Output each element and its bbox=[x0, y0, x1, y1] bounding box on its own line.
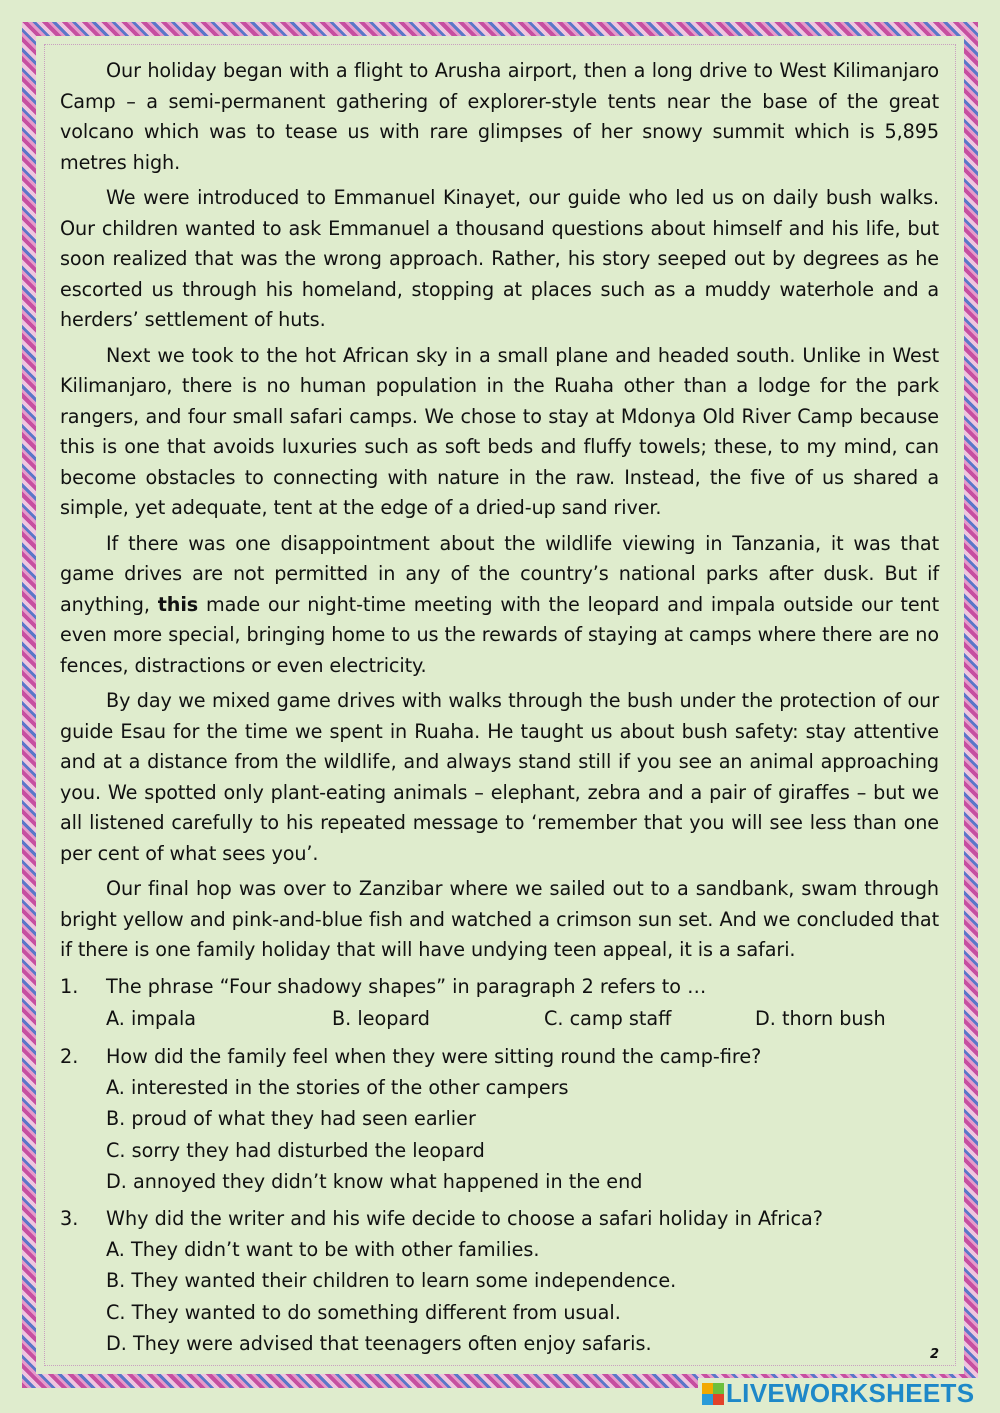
question-number: 1. bbox=[60, 974, 79, 998]
logo-text: LIVEWORKSHEETS bbox=[726, 1378, 975, 1408]
option-b[interactable]: B. leopard bbox=[332, 1006, 430, 1030]
option-d[interactable]: D. annoyed they didn’t know what happened in the end bbox=[106, 1170, 643, 1193]
question-3 bbox=[60, 1204, 939, 1360]
worksheet-content bbox=[60, 56, 939, 1360]
passage-paragraph-4 bbox=[60, 529, 939, 682]
question-1 bbox=[60, 972, 939, 1036]
question-number: 2. bbox=[60, 1044, 79, 1068]
passage-paragraph-1: Our holiday began with a flight to Arusha airport, then a long drive to West Kilimanjaro Camp – a semi-permanent gathering of explorer-style tents near the base of the great volcano which was to tease us with rare glimpses of her snowy summit which is 5,895 metres high. bbox=[60, 59, 939, 174]
paragraph-4-text-start: If there was one disappointment about the wildlife viewing in Tanzania, it was that game drives are not permitted in any of the country’s national parks after dusk. But if anything, bbox=[60, 531, 939, 616]
liveworksheets-logo-icon bbox=[702, 1383, 724, 1405]
question-text: Why did the writer and his wife decide to choose a safari holiday in Africa? bbox=[106, 1206, 823, 1230]
question-text: How did the family feel when they were sitting round the camp-fire? bbox=[106, 1044, 762, 1068]
option-a[interactable]: A. They didn’t want to be with other families. bbox=[106, 1237, 540, 1261]
passage-paragraph-6: Our final hop was over to Zanzibar where we sailed out to a sandbank, swam through bright yellow and pink-and-blue fish and watched a crimson sun set. And we concluded that if there is one family holiday that will have undying teen appeal, it is a safari. bbox=[60, 877, 939, 961]
question-number: 3. bbox=[60, 1206, 79, 1230]
option-b[interactable]: B. proud of what they had seen earlier bbox=[106, 1107, 476, 1130]
question-2 bbox=[60, 1042, 939, 1198]
paragraph-4-text-end: made our night-time meeting with the leopard and impala outside our tent even more special, bringing home to us the rewards of staying at camps where there are no fences, distractions or even electricity. bbox=[60, 592, 940, 677]
option-b[interactable]: B. They wanted their children to learn some independence. bbox=[106, 1269, 677, 1292]
passage-paragraph-3: Next we took to the hot African sky in a small plane and headed south. Unlike in West Kilimanjaro, there is no human population in the Ruaha other than a lodge for the park rangers, and four small safari camps. We chose to stay at Mdonya Old River Camp because this is one that avoids luxuries such as soft beds and fluffy towels; these, to my mind, can become obstacles to connecting with nature in the raw. Instead, the five of us shared a simple, yet adequate, tent at the edge of a dried-up sand river. bbox=[60, 343, 939, 519]
option-c[interactable]: C. sorry they had disturbed the leopard bbox=[106, 1138, 485, 1162]
reading-passage bbox=[60, 56, 939, 966]
option-c[interactable]: C. camp staff bbox=[544, 1006, 672, 1030]
option-a[interactable]: A. impala bbox=[106, 1006, 197, 1030]
question-text: The phrase “Four shadowy shapes” in paragraph 2 refers to … bbox=[106, 974, 707, 998]
passage-paragraph-2: We were introduced to Emmanuel Kinayet, our guide who led us on daily bush walks. Our children wanted to ask Emmanuel a thousand questions about himself and his life, but soon realized that was the wrong approach. Rather, his story seeped out by degrees as he escorted us through his homeland, stopping at places such as a muddy waterhole and a herders’ settlement of huts. bbox=[60, 186, 939, 331]
option-c[interactable]: C. They wanted to do something different from usual. bbox=[106, 1300, 621, 1324]
page-number: 2 bbox=[930, 1347, 940, 1362]
answer-options bbox=[60, 1002, 939, 1036]
liveworksheets-logo[interactable] bbox=[698, 1378, 978, 1409]
option-d[interactable]: D. thorn bush bbox=[755, 1006, 886, 1030]
bold-word-this: this bbox=[157, 592, 199, 616]
option-a[interactable]: A. interested in the stories of the other campers bbox=[106, 1075, 569, 1099]
answer-options bbox=[60, 1072, 939, 1198]
passage-paragraph-5: By day we mixed game drives with walks through the bush under the protection of our guide Esau for the time we spent in Ruaha. He taught us about bush safety: stay attentive and at a distance from the wildlife, and always stand still if you see an animal approaching you. We spotted only plant-eating animals – elephant, zebra and a pair of giraffes – but we all listened carefully to his repeated message to ‘remember that you will see less than one per cent of what sees you’. bbox=[60, 689, 939, 865]
answer-options bbox=[60, 1234, 939, 1360]
option-d[interactable]: D. They were advised that teenagers often enjoy safaris. bbox=[106, 1332, 652, 1355]
